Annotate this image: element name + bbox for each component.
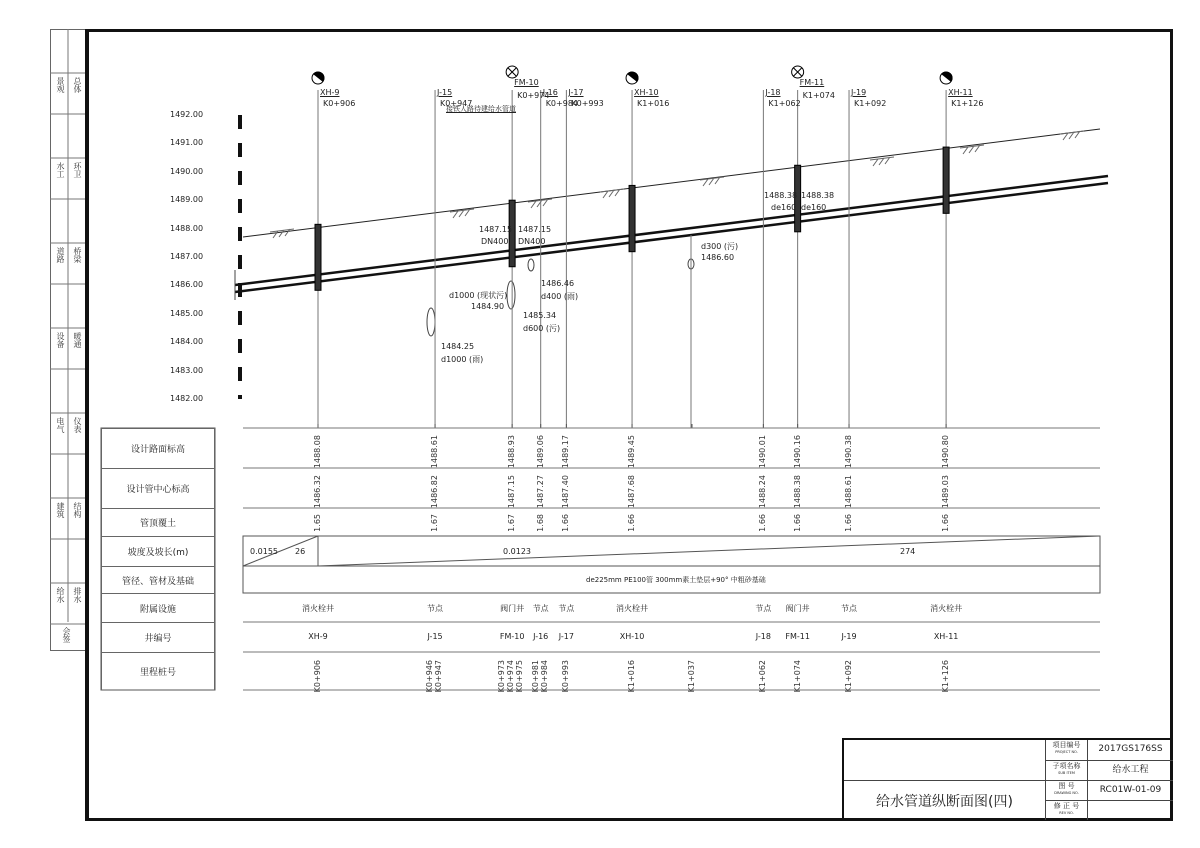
strip-label: 水工 (56, 162, 65, 178)
y-tick-label: 1492.00 (170, 110, 204, 119)
soil-hatch (700, 177, 724, 186)
manhole-well (629, 185, 635, 251)
mileage-label: K0+975 (515, 660, 525, 693)
pipe-cover: 1.66 (792, 514, 802, 532)
station-id: XH-10 (634, 88, 659, 97)
facility-type: 阀门井 (500, 604, 525, 613)
mileage-label: K0+974 (506, 660, 516, 693)
mileage-label: K0+973 (497, 660, 507, 693)
well-number: XH-10 (619, 632, 645, 641)
title-block (842, 738, 1173, 821)
station-id: XH-9 (320, 88, 340, 97)
pipe-cover: 1.68 (535, 514, 545, 532)
field-label-en: PROJECT NO. (1055, 750, 1078, 754)
soil-hatch (1060, 131, 1084, 140)
well-number: J-16 (533, 632, 549, 641)
pipe-cover: 1.67 (430, 514, 440, 532)
mileage-label: K0+947 (434, 660, 444, 693)
well-number: J-17 (558, 632, 574, 641)
well-number: J-15 (427, 632, 443, 641)
strip-label: 排水 (73, 587, 82, 603)
rain400-elev: 1486.46 (541, 279, 575, 288)
title-block-value: RC01W-01-09 (1087, 780, 1173, 800)
station-chainage: K0+947 (440, 99, 473, 108)
station-chainage: K0+993 (571, 99, 604, 108)
pipe-elevation: 1487.15 (507, 475, 517, 509)
facility-type: 阀门井 (785, 604, 810, 613)
facility-type: 消火栓井 (616, 604, 649, 613)
title-block-label (1045, 800, 1087, 820)
pipe-elevation: 1487.68 (627, 475, 637, 509)
well-number: FM-10 (499, 632, 525, 641)
pipe-elevation: 1488.61 (844, 475, 854, 509)
y-tick-label: 1487.00 (170, 252, 204, 261)
pipe-top-line (235, 176, 1108, 285)
pipe-cover: 1.66 (561, 514, 571, 532)
y-tick-label: 1485.00 (170, 308, 204, 318)
pipe-cover: 1.66 (844, 514, 854, 532)
y-tick-label: 1482.00 (170, 394, 204, 403)
pipe-elevation: 1487.27 (535, 475, 545, 509)
strip-label: 建筑 (56, 502, 65, 518)
row-label: 设计路面标高 (101, 428, 215, 468)
row-label: 坡度及坡长(m) (101, 536, 215, 566)
well-number: FM-11 (785, 632, 810, 641)
facility-type: 节点 (532, 604, 549, 613)
field-label-en: REV NO. (1059, 811, 1074, 815)
y-tick-label: 1490.00 (170, 166, 204, 176)
sew300-desc: d300 (污) (701, 242, 739, 251)
station-id: FM-11 (799, 78, 825, 87)
station-chainage: K1+062 (768, 99, 801, 108)
station-id: J-15 (437, 88, 453, 97)
well-number: XH-9 (308, 632, 328, 641)
road-elevation: 1489.06 (535, 435, 545, 469)
mileage-label: K0+906 (313, 660, 322, 693)
title-block-value: 给水工程 (1087, 760, 1173, 780)
sew300-elev: 1486.60 (701, 253, 735, 262)
pipe-elevation: 1486.32 (313, 475, 322, 509)
station-id: J-17 (568, 88, 584, 97)
manhole-well (315, 224, 321, 290)
mileage-label: K0+984 (539, 660, 549, 693)
strip-label: 道路 (56, 247, 65, 263)
station-chainage: K0+974 (517, 91, 550, 100)
pipe-cover: 1.66 (758, 514, 768, 532)
station-chainage: K1+126 (951, 99, 984, 108)
field-label: 子项名称 (1052, 762, 1081, 770)
slope-value: 0.0155 (250, 547, 278, 556)
title-block-value (1087, 800, 1173, 820)
row-label: 附属设施 (101, 593, 215, 622)
strip-label: 桥梁 (73, 247, 82, 263)
fm11-left-elev: 1488.38 (764, 191, 798, 200)
sew600-desc: d600 (污) (523, 324, 561, 333)
row-label: 里程桩号 (101, 652, 215, 690)
soil-hatch (600, 189, 624, 198)
station-id: J-18 (765, 88, 781, 97)
facility-type: 节点 (755, 604, 772, 613)
slope-diagonal (318, 536, 1100, 566)
fm10-left-dn: DN400 (481, 237, 509, 246)
mileage-label: K0+946 (425, 660, 435, 693)
field-label-en: DRAWING NO. (1054, 791, 1079, 795)
y-tick-label: 1483.00 (170, 365, 204, 375)
mileage-label: K1+074 (792, 660, 802, 693)
road-elevation: 1490.80 (941, 435, 951, 469)
mileage-label: K0+981 (530, 660, 540, 693)
fm11-right-de: de160 (801, 203, 827, 212)
comb1000-elev: 1484.90 (471, 302, 505, 311)
manhole-well (943, 147, 949, 213)
station-chainage: K1+092 (854, 99, 887, 108)
strip-label: 仪表 (73, 417, 82, 433)
fm10-left-elev: 1487.15 (479, 225, 513, 234)
strip-label: 电气 (56, 417, 65, 433)
crossing-pipe (507, 281, 515, 309)
soil-hatch (870, 157, 894, 166)
sew600-elev: 1485.34 (523, 311, 557, 320)
field-label: 图 号 (1058, 782, 1075, 790)
drawing-title: 给水管道纵断面图(四) (844, 780, 1045, 821)
title-block-label (1045, 740, 1087, 760)
connect-note: 接铁人路待建给水管道 (446, 105, 516, 113)
rain1000-elev: 1484.25 (441, 342, 475, 351)
mileage-label: K1+092 (844, 660, 854, 693)
row-label: 管顶覆土 (101, 508, 215, 536)
title-block-label (1045, 760, 1087, 780)
fm11-left-de: de160 (771, 203, 797, 212)
station-id: J-19 (851, 88, 867, 97)
mileage-label: K1+016 (627, 660, 637, 693)
title-block-label (1045, 780, 1087, 800)
crossing-pipe (427, 308, 435, 336)
station-chainage: K0+984 (545, 99, 578, 108)
well-number: J-18 (755, 632, 771, 641)
y-tick-label: 1486.00 (170, 280, 204, 290)
rain400-desc: d400 (雨) (541, 292, 579, 301)
well-number: J-19 (841, 632, 857, 641)
fm11-right-elev: 1488.38 (801, 191, 835, 200)
y-tick-label: 1484.00 (170, 337, 204, 347)
field-label: 项目编号 (1052, 741, 1081, 749)
road-elevation: 1488.93 (507, 435, 517, 469)
mileage-label: K1+062 (758, 660, 768, 693)
station-chainage: K1+016 (637, 99, 670, 108)
crossing-pipe (528, 259, 534, 271)
y-tick-label: 1489.00 (170, 195, 204, 205)
pipe-elevation: 1488.38 (792, 475, 802, 509)
pipe-elevation: 1488.24 (758, 475, 768, 509)
pipe-cover: 1.66 (941, 514, 951, 532)
row-label: 井编号 (101, 622, 215, 652)
fm10-right-elev: 1487.15 (518, 225, 552, 234)
station-id: FM-10 (514, 78, 539, 87)
y-tick-label: 1488.00 (170, 223, 204, 233)
road-elevation: 1488.08 (313, 435, 322, 469)
facility-type: 消火栓井 (302, 604, 334, 613)
comb1000-desc: d1000 (现状污) (449, 291, 508, 300)
pipe-cover: 1.66 (627, 514, 637, 532)
field-label-en: SUB ITEM (1058, 771, 1075, 775)
facility-type: 节点 (558, 604, 575, 613)
pipe-cover: 1.67 (507, 514, 517, 532)
facility-type: 消火栓井 (930, 604, 963, 613)
well-number: XH-11 (933, 632, 959, 641)
road-elevation: 1488.61 (430, 435, 440, 469)
fm10-right-dn: DN400 (518, 237, 546, 246)
facility-type: 节点 (427, 604, 444, 613)
pipe-elevation: 1487.40 (561, 475, 571, 509)
facility-type: 节点 (841, 604, 858, 613)
row-label: 管径、管材及基础 (101, 566, 215, 593)
strip-label: 设备 (56, 332, 65, 348)
strip-label: 总体 (73, 77, 82, 93)
title-block-value: 2017GS176SS (1087, 740, 1173, 760)
strip-label: 给水 (56, 587, 65, 603)
pipe-elevation: 1489.03 (941, 475, 951, 509)
rain1000-desc: d1000 (雨) (441, 355, 484, 364)
row-label: 设计管中心标高 (101, 468, 215, 508)
strip-label: 结构 (73, 502, 82, 518)
station-id: XH-11 (948, 88, 973, 97)
strip-label: 景观 (56, 77, 65, 93)
slope-length: 274 (900, 547, 916, 556)
y-tick-label: 1491.00 (170, 138, 204, 148)
road-elevation: 1490.16 (792, 435, 802, 469)
strip-label: 暖通 (73, 332, 82, 348)
pipe-spec: de225mm PE100管 300mm素土垫层+90° 中粗砂基础 (586, 576, 766, 584)
pipe-bottom-line (235, 183, 1108, 292)
station-id: J-16 (542, 88, 558, 97)
field-label: 修 正 号 (1053, 802, 1080, 810)
strip-label: 环卫 (73, 162, 82, 178)
mileage-label: K0+993 (561, 660, 571, 693)
slope-length: 26 (295, 547, 306, 556)
slope-value: 0.0123 (503, 547, 531, 556)
ground-line (243, 129, 1100, 237)
pipe-cover: 1.65 (313, 514, 322, 532)
pipe-elevation: 1486.82 (430, 475, 440, 509)
road-elevation: 1490.38 (844, 435, 854, 469)
mileage-label: K1+126 (941, 660, 951, 693)
road-elevation: 1489.45 (627, 435, 637, 469)
station-chainage: K1+074 (802, 91, 835, 100)
road-elevation: 1489.17 (561, 435, 571, 469)
strip-sign: 会签 (62, 627, 71, 643)
mileage-label: K1+037 (687, 660, 696, 693)
road-elevation: 1490.01 (758, 435, 768, 469)
station-chainage: K0+906 (323, 99, 356, 108)
